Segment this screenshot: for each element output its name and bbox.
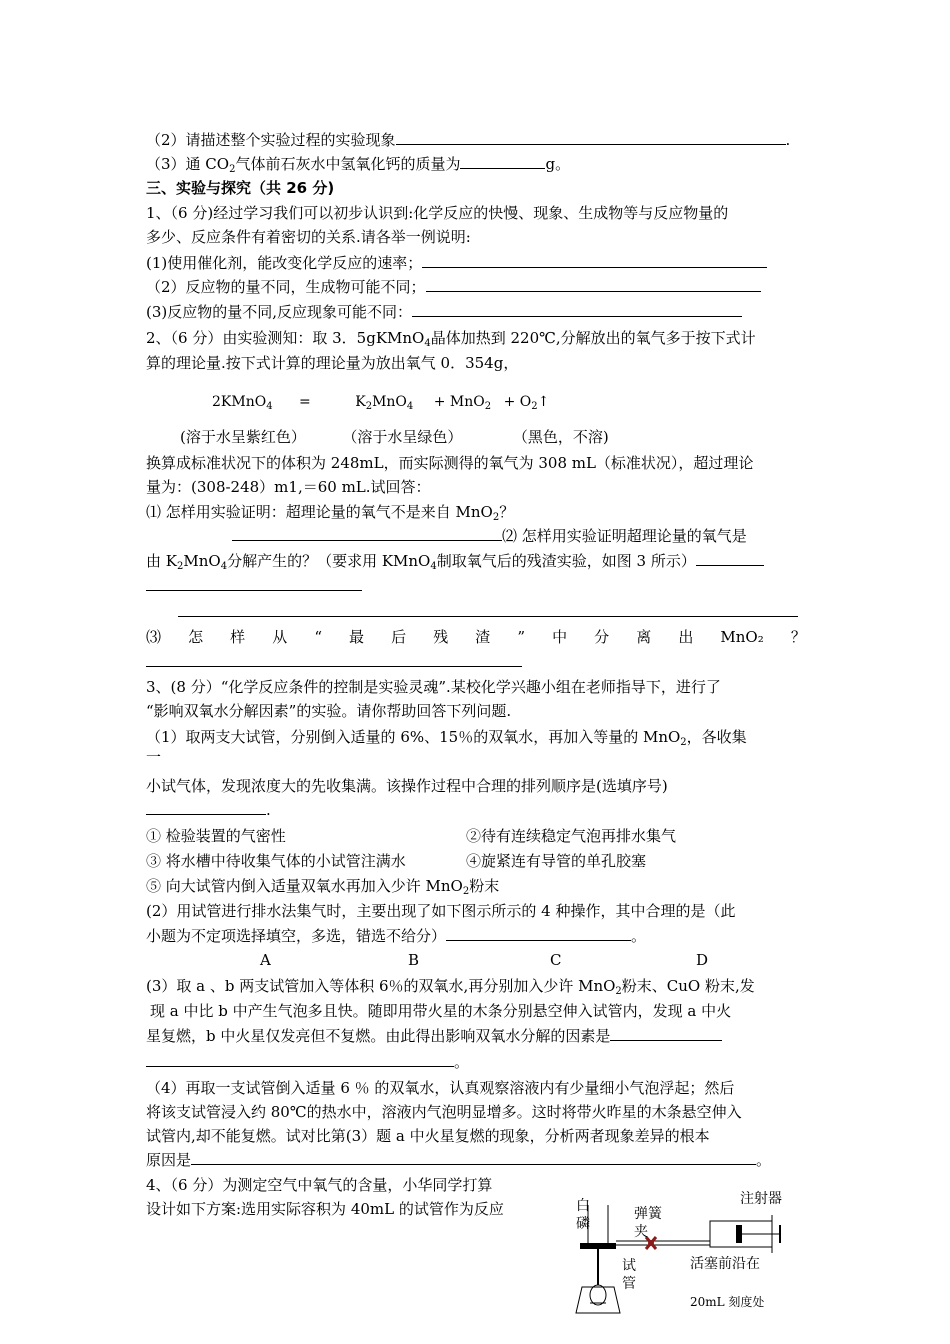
q3-sub3: (3）取 a 、b 两支试管加入等体积 6％的双氧水,再分别加入少许 MnO$_2$粉末、CuO 粉末,发: [146, 977, 755, 997]
answer-blank[interactable]: [146, 652, 522, 667]
answer-blank[interactable]: [446, 926, 631, 941]
option-3: ③ 将水槽中待收集气体的小试管注满水: [146, 852, 406, 870]
q3-sub3-line3: 星复燃，b 中火星仅发亮但不复燃。由此得出影响双氧水分解的因素是: [146, 1026, 722, 1046]
label-piston-note: 活塞前沿在: [690, 1256, 760, 1272]
choice-c: C: [550, 951, 562, 969]
label-scale-note: 20mL 刻度处: [690, 1295, 765, 1309]
answer-line: [178, 602, 798, 622]
q1-item2: （2）反应物的量不同，生成物可能不同；: [146, 277, 761, 297]
q3-sub4-line4: 原因是 。: [146, 1151, 772, 1169]
option-2: ②待有连续稳定气泡再排水集气: [466, 827, 677, 845]
label-syringe: 注射器: [740, 1191, 782, 1207]
option-5: ⑤ 向大试管内倒入适量双氧水再加入少许 MnO$_2$粉末: [146, 877, 500, 897]
answer-blank[interactable]: [146, 576, 362, 591]
q1-item3: (3)反应物的量不同,反应现象可能不同：: [146, 302, 742, 322]
q3-sub1: （1）取两支大试管，分别倒入适量的 6%、15％的双氧水，再加入等量的 MnO$_2$，各收集: [146, 728, 747, 748]
section-title: 三、实验与探究（共 26 分): [146, 179, 335, 197]
answer-blank[interactable]: [146, 800, 266, 815]
answer-blank[interactable]: [232, 526, 502, 541]
q3-line2: “影响双氧水分解因素”的实验。请你帮助回答下列问题.: [146, 702, 512, 720]
q1-line1: 1、（6 分)经过学习我们可以初步认识到:化学反应的快慢、现象、生成物等与反应物量的: [146, 204, 729, 222]
answer-line: .: [146, 800, 271, 820]
label-spring-clip: 弹簧夹: [634, 1206, 662, 1240]
q3-sub1-cont: 小试气体，发现浓度大的先收集满。该操作过程中合理的排列顺序是(选填序号): [146, 777, 668, 795]
answer-line: [146, 576, 362, 596]
answer-blank[interactable]: [422, 253, 767, 268]
answer-blank[interactable]: [191, 1150, 756, 1165]
q3-sub3-line2: 现 a 中比 b 中产生气泡多且快。随即用带火星的木条分别悬空伸入试管内，发现 a 中火: [150, 1002, 732, 1020]
q-calcium-hydroxide-mass: （3）通 $CO_2$气体前石灰水中氢氧化钙的质量为 g。: [146, 155, 571, 175]
answer-blank[interactable]: [178, 602, 798, 617]
q3-sub2: (2）用试管进行排水法集气时，主要出现了如下图示所示的 4 种操作，其中合理的是（此: [146, 902, 736, 920]
choice-b: B: [408, 951, 420, 969]
label-white-phosphorus: 白磷: [576, 1198, 590, 1232]
option-1: ① 检验装置的气密性: [146, 827, 286, 845]
equation-comments: (溶于水呈紫红色） （溶于水呈绿色） （黑色，不溶): [180, 428, 609, 446]
q3-sub2-cont: 小题为不定项选择填空，多选，错选不给分） 。: [146, 927, 647, 945]
q2-line1: 2、（6 分）由实验测知：取 3．5gKMnO$_4$晶体加热到 220℃,分解放出的氧气多于按下式计: [146, 329, 756, 349]
q2-sub3: ⑶ 怎 样 从 “ 最 后 残 渣 ” 中 分 离 出 MnO₂ ？: [146, 628, 806, 646]
q2-sub2-cont: 由 $K_2MnO_4$分解产生的？（要求用 KMnO$_4$制取氧气后的残渣实验，如图 3 所示）: [146, 551, 764, 577]
q2-sub2: ⑵ 怎样用实验证明超理论量的氧气是: [232, 526, 747, 546]
q3-sub4-line3: 试管内,却不能复燃。试对比第(3）题 a 中火星复燃的现象，分析两者现象差异的根本: [146, 1127, 710, 1145]
q4-line1: 4、（6 分）为测定空气中氧气的含量，小华同学打算: [146, 1176, 493, 1194]
chemical-equation: 2KMnO$_4$ = $K_2MnO_4 + MnO_2$ + $O_2↑$: [212, 394, 550, 412]
answer-blank[interactable]: [696, 551, 764, 566]
q1-item1: (1)使用催化剂，能改变化学反应的速率；: [146, 253, 767, 273]
q3-sub4: （4）再取一支试管倒入适量 6 ％ 的双氧水，认真观察溶液内有少量细小气泡浮起；然后: [146, 1079, 735, 1097]
answer-line: 。: [146, 1052, 469, 1072]
q2-line3: 换算成标准状况下的体积为 248mL，而实际测得的氧气为 308 mL（标准状况），超过理论: [146, 454, 754, 472]
answer-line: [146, 652, 522, 672]
choice-d: D: [696, 951, 709, 969]
answer-blank[interactable]: [426, 277, 761, 292]
answer-blank[interactable]: [610, 1026, 722, 1041]
q3-sub4-line2: 将该支试管浸入约 80℃的热水中，溶液内气泡明显增多。这时将带火昨星的木条悬空伸入: [146, 1103, 742, 1121]
q3-sub1-wrap: 一: [146, 748, 162, 766]
answer-blank[interactable]: [412, 302, 742, 317]
option-4: ④旋紧连有导管的单孔胶塞: [466, 852, 647, 870]
answer-blank[interactable]: [460, 154, 545, 169]
q2-line2: 算的理论量.按下式计算的理论量为放出氧气 0．354g，: [146, 354, 519, 372]
q2-sub1: ⑴ 怎样用实验证明：超理论量的氧气不是来自 MnO$_2$？: [146, 503, 515, 523]
label-test-tube: 试管: [622, 1258, 636, 1292]
apparatus-figure: [560, 1185, 800, 1335]
answer-blank[interactable]: [146, 1052, 454, 1067]
q-describe-phenomena: （2）请描述整个实验过程的实验现象 .: [146, 131, 791, 149]
choice-a: A: [260, 951, 271, 969]
q2-line4: 量为：(308-248）m1,＝60 mL.试回答：: [146, 478, 431, 496]
answer-blank[interactable]: [396, 130, 786, 145]
q4-line2: 设计如下方案:选用实际容积为 40mL 的试管作为反应: [146, 1200, 504, 1218]
q3-line1: 3、(8 分）“化学反应条件的控制是实验灵魂”.某校化学兴趣小组在老师指导下，进行了: [146, 678, 721, 696]
q1-line2: 多少、反应条件有着密切的关系.请各举一例说明:: [146, 228, 471, 246]
